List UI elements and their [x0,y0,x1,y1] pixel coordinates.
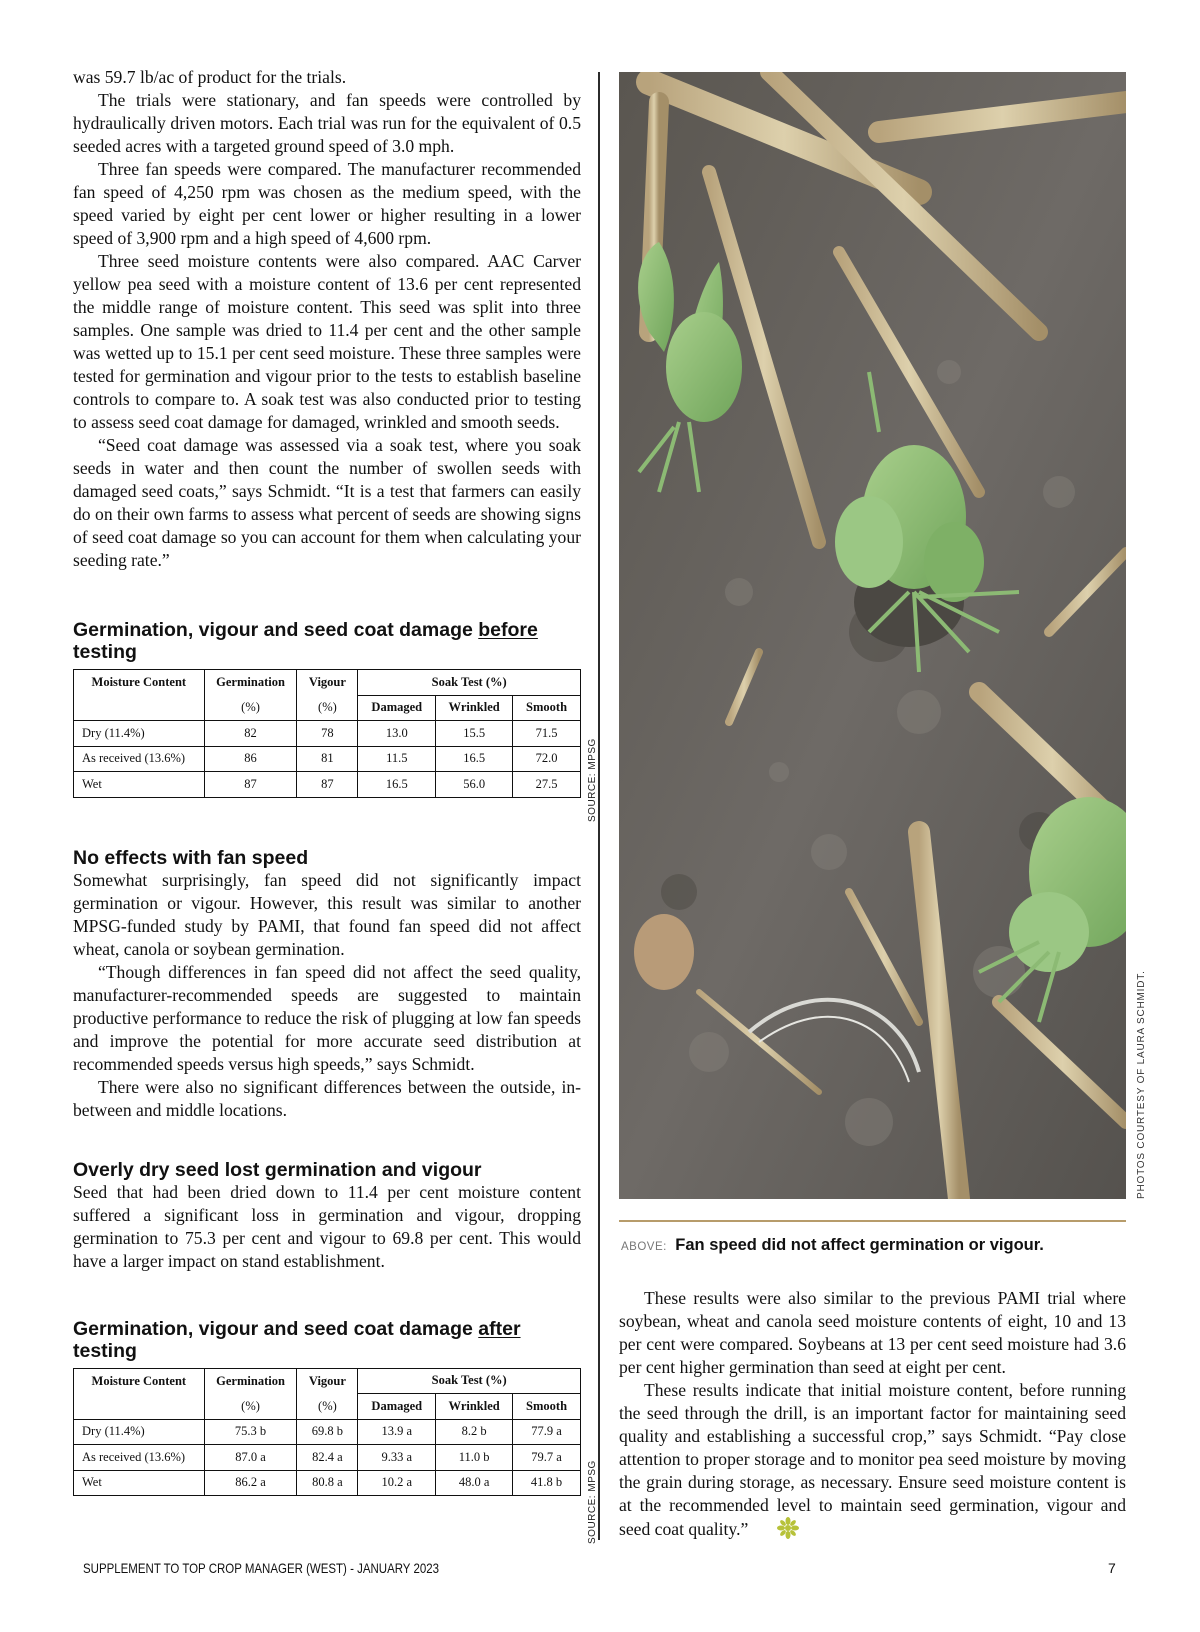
section-heading-dry: Overly dry seed lost germination and vigour [73,1158,482,1181]
table-cell: 41.8 b [513,1470,581,1496]
table-cell: 13.9 a [358,1419,436,1445]
table-cell: 81 [297,746,358,772]
header-moisture-cont [74,695,205,721]
paragraph: There were also no significant differences between the outside, in-between and middle locations. [73,1076,581,1120]
table-cell: 79.7 a [513,1445,581,1471]
source-label-before: SOURCE: MPSG [587,738,598,822]
table-cell: 72.0 [513,746,581,772]
header-damaged: Damaged [358,1394,436,1420]
header-germination: Germination [204,670,297,696]
table-cell: 9.33 a [358,1445,436,1471]
header-vigour: Vigour [297,1368,358,1394]
table-cell: 86.2 a [204,1470,297,1496]
paragraph: Seed that had been dried down to 11.4 per cent moisture content suffered a significant loss in germination and vigour, dropping germination to 75.3 per cent and vigour to 69.8 per cent. This would have a larger impact on stand establishment. [73,1181,581,1271]
table-before [73,669,581,798]
header-vigour: Vigour [297,670,358,696]
table-title-text: Germination, vigour and seed coat damage [73,1317,479,1340]
paragraph: “Though differences in fan speed did not affect the seed quality, manufacturer-recommended speeds are suggested to maintain productive performance to reduce the risk of plugging at low fan speeds and improve the potential for more accurate seed distribution at recommended speeds versus high speeds,” says Schmidt. [73,961,581,1074]
table-cell: As received (13.6%) [74,1445,205,1471]
table-after [73,1368,581,1497]
header-soak-test: Soak Test (%) [358,670,581,696]
header-moisture: Moisture Content [74,670,205,696]
seedling-photo [619,72,1126,1199]
header-germination: Germination [204,1368,297,1394]
table-cell: Wet [74,1470,205,1496]
table-cell: 27.5 [513,772,581,798]
caption-label: ABOVE: [621,1241,667,1253]
source-label-after: SOURCE: MPSG [587,1460,598,1544]
leaf-end-mark-icon [752,1517,799,1545]
photo-credit: PHOTOS COURTESY OF LAURA SCHMIDT. [1136,970,1147,1199]
table-cell: 75.3 b [204,1419,297,1445]
table-cell: 11.5 [358,746,436,772]
table-row [74,746,581,772]
table-cell: 13.0 [358,721,436,747]
table-cell: 77.9 a [513,1419,581,1445]
header-wrinkled: Wrinkled [436,695,513,721]
paragraph: Three fan speeds were compared. The manufacturer recommended fan speed of 4,250 rpm was chosen as the medium speed, with the speed varied by eight per cent lower or higher resulting in a lower speed of 3,900 rpm and a high speed of 4,600 rpm. [73,159,581,248]
table-title-underlined: after [478,1317,521,1340]
caption-rule [619,1220,1126,1222]
header-germination-unit: (%) [204,1394,297,1420]
table-cell: As received (13.6%) [74,746,205,772]
paragraph: Somewhat surprisingly, fan speed did not significantly impact germination or vigour. However, this result was similar to another MPSG-funded study by PAMI, that found fan speed did not affect wheat, canola or soybean germination. [73,869,581,959]
table-cell: 82.4 a [297,1445,358,1471]
right-column [619,1287,1126,1545]
table-cell: 78 [297,721,358,747]
table-cell: Wet [74,772,205,798]
table-cell: 56.0 [436,772,513,798]
header-vigour-unit: (%) [297,695,358,721]
table-row [74,1419,581,1445]
paragraph-text: These results indicate that initial moisture content, before running the seed through the drill, is an important factor for maintaining seed quality and establishing a successful crop,” says Schmidt. “Pay close attention to proper storage and to monitor pea seed moisture by moving the grain during storage, as necessary. Ensure seed moisture content is at the recommended level to maintain seed germination, vigour and seed coat quality.” [619,1380,1126,1539]
header-moisture: Moisture Content [74,1368,205,1394]
table-cell: 15.5 [436,721,513,747]
table-title-text: Germination, vigour and seed coat damage [73,619,479,641]
table-row [74,1445,581,1471]
photo-caption [621,1236,1126,1255]
table-cell: 8.2 b [436,1419,513,1445]
table-cell: 69.8 b [297,1419,358,1445]
header-germination-unit: (%) [204,695,297,721]
table-cell: 87 [204,772,297,798]
table-title-end: testing [73,641,137,663]
paragraph: was 59.7 lb/ac of product for the trials. [73,67,347,87]
table-title-end: testing [73,1339,137,1362]
table-after-title [73,1318,581,1362]
table-title-underlined: before [478,619,538,641]
table-cell: 16.5 [436,746,513,772]
table-cell: 11.0 b [436,1445,513,1471]
footer-publication: SUPPLEMENT TO TOP CROP MANAGER (WEST) - JANUARY 2023 [83,1560,439,1576]
table-cell: 86 [204,746,297,772]
table-cell: Dry (11.4%) [74,1419,205,1445]
table-cell: 80.8 a [297,1470,358,1496]
column-divider [598,72,600,1540]
paragraph: “Seed coat damage was assessed via a soak test, where you soak seeds in water and then count the number of swollen seeds with damaged seed coats,” says Schmidt. “It is a test that farmers can easily do on their own farms to assess what percent of seeds are showing signs of seed coat damage so you can account for them when calculating your seeding rate.” [73,435,581,570]
table-cell: 87 [297,772,358,798]
table-cell: 10.2 a [358,1470,436,1496]
table-cell: 87.0 a [204,1445,297,1471]
table-row [74,772,581,798]
table-before-title [73,619,581,663]
table-cell: 48.0 a [436,1470,513,1496]
table-cell: 16.5 [358,772,436,798]
page-number: 7 [1108,1560,1116,1576]
paragraph: Three seed moisture contents were also compared. AAC Carver yellow pea seed with a moisture content of 13.6 per cent represented the middle range of moisture content. This seed was split into three samples. One sample was dried to 11.4 per cent and the other sample was wetted up to 15.1 per cent seed moisture. These three samples were tested for germination and vigour prior to the tests to establish baseline controls to compare to. A soak test was also conducted prior to testing to assess seed coat damage for damaged, wrinkled and smooth seeds. [73,251,581,432]
table-row [74,721,581,747]
header-soak-test: Soak Test (%) [358,1368,581,1394]
section-heading-fan: No effects with fan speed [73,846,309,869]
header-vigour-unit: (%) [297,1394,358,1420]
paragraph: The trials were stationary, and fan speeds were controlled by hydraulically driven motors. Each trial was run for the equivalent of 0.5 seeded acres with a targeted ground speed of 3.0 mph. [73,90,581,156]
table-cell: 71.5 [513,721,581,747]
header-moisture-cont [74,1394,205,1420]
header-wrinkled: Wrinkled [436,1394,513,1420]
caption-text: Fan speed did not affect germination or vigour. [675,1236,1044,1254]
table-cell: Dry (11.4%) [74,721,205,747]
left-column [73,66,581,1496]
table-row [74,1470,581,1496]
paragraph [619,1379,1126,1545]
header-smooth: Smooth [513,695,581,721]
header-smooth: Smooth [513,1394,581,1420]
paragraph: These results were also similar to the previous PAMI trial where soybean, wheat and canola seed moisture contents of eight, 10 and 13 per cent were compared. Soybeans at 13 per cent seed moisture had 3.6 per cent higher germination than seed at eight per cent. [619,1288,1126,1377]
header-damaged: Damaged [358,695,436,721]
table-cell: 82 [204,721,297,747]
